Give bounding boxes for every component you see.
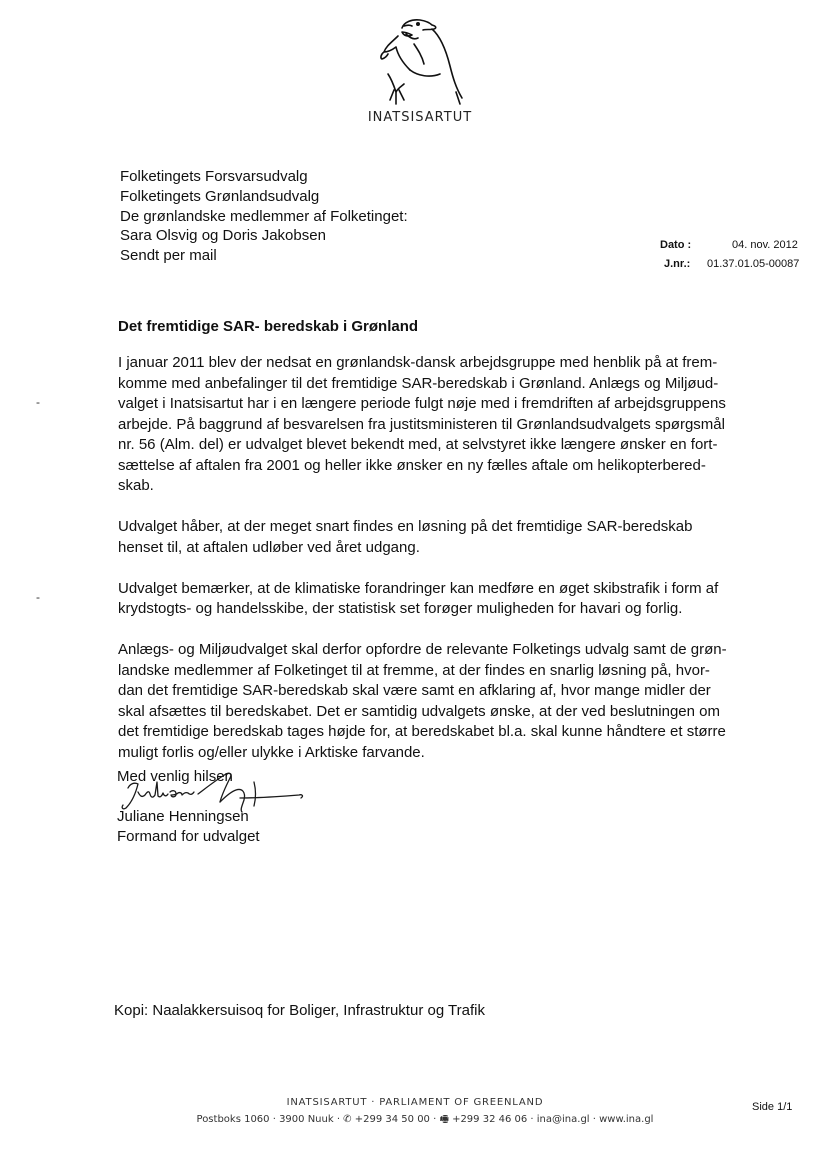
text-line: komme med anbefalinger til det fremtidige SAR-beredskab i Grønland. Anlægs og Miljøud- bbox=[118, 374, 719, 392]
recipient-line: Folketingets Forsvarsudvalg bbox=[120, 168, 308, 185]
text-line: det fremtidige beredskab tages højde for, at beredskabet bl.a. skal kunne håndtere et større bbox=[118, 723, 726, 740]
text-line: arbejde. På baggrund af besvarelsen fra justitsministeren til Grønlandsudvalgets spørgsmål bbox=[118, 415, 725, 433]
recipient-line: De grønlandske medlemmer af Folketinget: bbox=[120, 207, 408, 225]
jnr-row bbox=[660, 255, 810, 274]
jnr-label: J.nr.: bbox=[664, 258, 691, 270]
text-line: nr. 56 (Alm. del) er udvalget blevet bekendt med, at selvstyret ikke længere ønsker en fort- bbox=[118, 436, 718, 453]
text-line: Udvalget bemærker, at de klimatiske forandringer kan medføre en øget skibstrafik i form af bbox=[118, 579, 719, 597]
date-value: 04. nov. 2012 bbox=[732, 239, 798, 251]
recipient-line: Sendt per mail bbox=[120, 247, 217, 265]
date-label: Dato : bbox=[660, 239, 692, 251]
footer-contact: Postboks 1060 · 3900 Nuuk · ✆ +299 34 50 00 · 🖷 +299 32 46 06 · ina@ina.gl · www.ina.gl bbox=[196, 1114, 654, 1125]
handwritten-signature bbox=[114, 762, 314, 817]
jnr-value: 01.37.01.05-00087 bbox=[707, 258, 800, 270]
text-line: henset til, at aftalen udløber ved året udgang. bbox=[118, 538, 420, 556]
polar-bear-emblem-icon bbox=[374, 14, 470, 106]
text-line: Anlægs- og Miljøudvalget skal derfor opfordre de relevante Folketings udvalg samt de grøn- bbox=[118, 641, 727, 658]
margin-mark: - bbox=[36, 590, 40, 604]
date-row bbox=[660, 236, 810, 255]
text-line: dan det fremtidige SAR-beredskab skal være samt en afklaring af, hvor mange midler der bbox=[118, 682, 711, 699]
signatory-name: Juliane Henningsen bbox=[117, 808, 249, 825]
recipient-line: Sara Olsvig og Doris Jakobsen bbox=[120, 227, 326, 245]
copy-note: Kopi: Naalakkersuisoq for Boliger, Infrastruktur og Trafik bbox=[114, 1002, 486, 1019]
text-line: skab. bbox=[118, 477, 154, 494]
text-line: Udvalget håber, at der meget snart findes en løsning på det fremtidige SAR-beredskab bbox=[118, 518, 693, 535]
recipient-block bbox=[120, 167, 408, 266]
text-line: landske medlemmer af Folketinget til at fremme, at der findes en snarlig løsning på, hvor- bbox=[118, 661, 710, 679]
text-line: valget i Inatsisartut har i en længere periode fulgt nøje med i fremdriften af arbejdsgruppens bbox=[118, 395, 726, 412]
footer-organization: INATSISARTUT · PARLIAMENT OF GREENLAND bbox=[286, 1097, 544, 1108]
text-line: skal afsættes til beredskabet. Det er samtidig udvalgets ønske, at der ved beslutningen om bbox=[118, 702, 720, 720]
closing-greeting: Med venlig hilsen bbox=[117, 768, 233, 785]
letter-body bbox=[118, 353, 778, 784]
text-line: muligt forlis og/eller ulykke i Arktiske farvande. bbox=[118, 743, 425, 761]
signatory-title: Formand for udvalget bbox=[117, 828, 260, 845]
paragraph bbox=[118, 353, 778, 497]
page-number: Side 1/1 bbox=[752, 1101, 793, 1113]
paragraph bbox=[118, 640, 778, 763]
letter-subject: Det fremtidige SAR- beredskab i Grønland bbox=[118, 318, 419, 335]
paragraph bbox=[118, 579, 778, 620]
recipient-line: Folketingets Grønlandsudvalg bbox=[120, 187, 320, 205]
text-line: sættelse af aftalen fra 2001 og heller ikke ønsker en ny fælles aftale om helikopterbered- bbox=[118, 456, 706, 474]
document-meta bbox=[660, 236, 810, 274]
text-line: I januar 2011 blev der nedsat en grønlandsk-dansk arbejdsgruppe med henblik på at frem- bbox=[118, 354, 718, 371]
org-wordmark: INATSISARTUT bbox=[367, 110, 473, 125]
paragraph bbox=[118, 517, 778, 558]
margin-mark: - bbox=[36, 395, 40, 409]
text-line: krydstogts- og handelsskibe, der statistisk set forøger muligheden for havari og forlig. bbox=[118, 600, 683, 617]
